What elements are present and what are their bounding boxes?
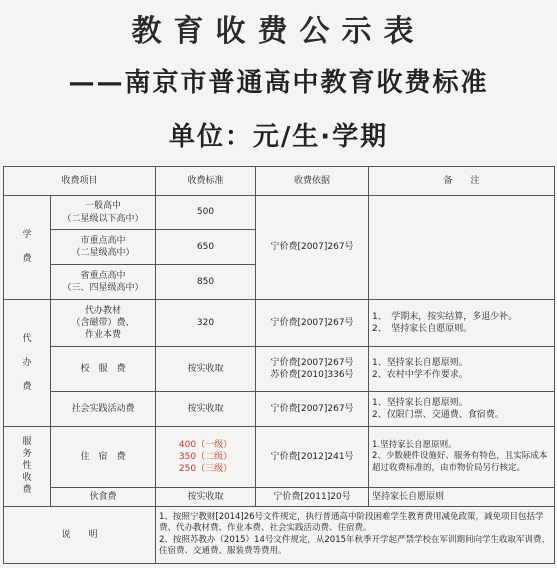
table-row xyxy=(4,392,555,427)
explanation-label: 说 明 xyxy=(4,506,156,563)
service-remarks-1: 1.坚持家长自愿原则。 2、少数硬件设施好、服务有特色，且实际成本超过收费标准的，由市物价局另行核定。 xyxy=(369,426,555,487)
fee-table xyxy=(3,166,555,564)
header-remarks: 备 注 xyxy=(369,167,555,196)
service-basis-2: 宁价费[2011]20号 xyxy=(256,488,369,506)
tuition-basis: 宁价费[2007]267号 xyxy=(256,195,369,299)
table-row xyxy=(4,347,555,392)
service-basis-1: 宁价费[2012]241号 xyxy=(256,426,369,487)
tuition-remarks xyxy=(369,195,555,299)
explanation-text: 1、按照宁教财[2014]26号文件规定，执行普通高中阶段困难学生教育费用减免政策，减免项目包括学费、代办教材费、作业本费、社会实践活动费、住宿费。 2、按照苏教办（2015）14号文件规定，从2015年秋季开学起严禁学校在军训期间向学生收取军训费、住宿费、交通费、服装费等费用。 xyxy=(156,506,555,563)
category-agency xyxy=(4,299,51,426)
agency-remarks-1: 1、 学期末，按实结算，多退少补。 2、 坚持家长自愿原则。 xyxy=(369,299,555,346)
table-row xyxy=(4,195,555,230)
service-remarks-2: 坚持家长自愿原则 xyxy=(369,488,555,506)
agency-basis-3: 宁价费[2007]267号 xyxy=(256,392,369,427)
lodging-amount-level-1: 400（一级） xyxy=(178,439,233,450)
table-row xyxy=(4,299,555,346)
header-basis: 收费依据 xyxy=(256,167,369,196)
header-standard: 收费标准 xyxy=(156,167,256,196)
tuition-amount-1: 500 xyxy=(156,195,256,230)
tuition-amount-2: 650 xyxy=(156,230,256,265)
agency-basis-1: 宁价费[2007]267号 xyxy=(256,299,369,346)
agency-amount-1: 320 xyxy=(156,299,256,346)
header-item: 收费项目 xyxy=(4,167,156,196)
tuition-amount-3: 850 xyxy=(156,265,256,300)
table-row xyxy=(4,488,555,506)
agency-name-2: 校 服 费 xyxy=(51,347,156,392)
agency-basis-2: 宁价费[2007]267号 苏价费[2010]336号 xyxy=(256,347,369,392)
category-agency-label: 代 办 费 xyxy=(22,333,32,393)
category-service-label: 服 务 性 收 费 xyxy=(22,436,32,496)
tuition-name-2: 市重点高中 （二星级高中） xyxy=(51,230,156,265)
table-header-row xyxy=(4,167,555,196)
tuition-name-3: 省重点高中 （三、四星级高中） xyxy=(51,265,156,300)
service-name-2: 伙食费 xyxy=(51,488,156,506)
tuition-name-1: 一般高中 （二星级以下高中） xyxy=(51,195,156,230)
lodging-amount-level-2: 350（二级） xyxy=(178,451,233,462)
agency-name-1: 代办教材 （含磁带）费、 作业本费 xyxy=(51,299,156,346)
agency-amount-2: 按实收取 xyxy=(156,347,256,392)
table-row xyxy=(4,426,555,487)
category-tuition xyxy=(4,195,51,299)
unit-label: 单位：元/生·学期 xyxy=(168,122,389,152)
agency-remarks-3: 1、坚持家长自愿原则。 2、仅限门票、交通费、食宿费。 xyxy=(369,392,555,427)
page-subtitle: ——南京市普通高中教育收费标准 xyxy=(68,68,489,98)
category-tuition-label: 学 费 xyxy=(22,230,32,265)
agency-amount-3: 按实收取 xyxy=(156,392,256,427)
service-amount-1 xyxy=(156,426,256,487)
agency-name-3: 社会实践活动费 xyxy=(51,392,156,427)
table-row xyxy=(4,506,555,563)
page-title: 教育收费公示表 xyxy=(131,14,426,49)
lodging-amount-level-3: 250（三级） xyxy=(178,464,233,475)
category-service xyxy=(4,426,51,506)
service-name-1: 住 宿 费 xyxy=(51,426,156,487)
service-amount-2: 按实收取 xyxy=(156,488,256,506)
agency-remarks-2: 1、坚持家长自愿原则。 2、农村中学不作要求。 xyxy=(369,347,555,392)
